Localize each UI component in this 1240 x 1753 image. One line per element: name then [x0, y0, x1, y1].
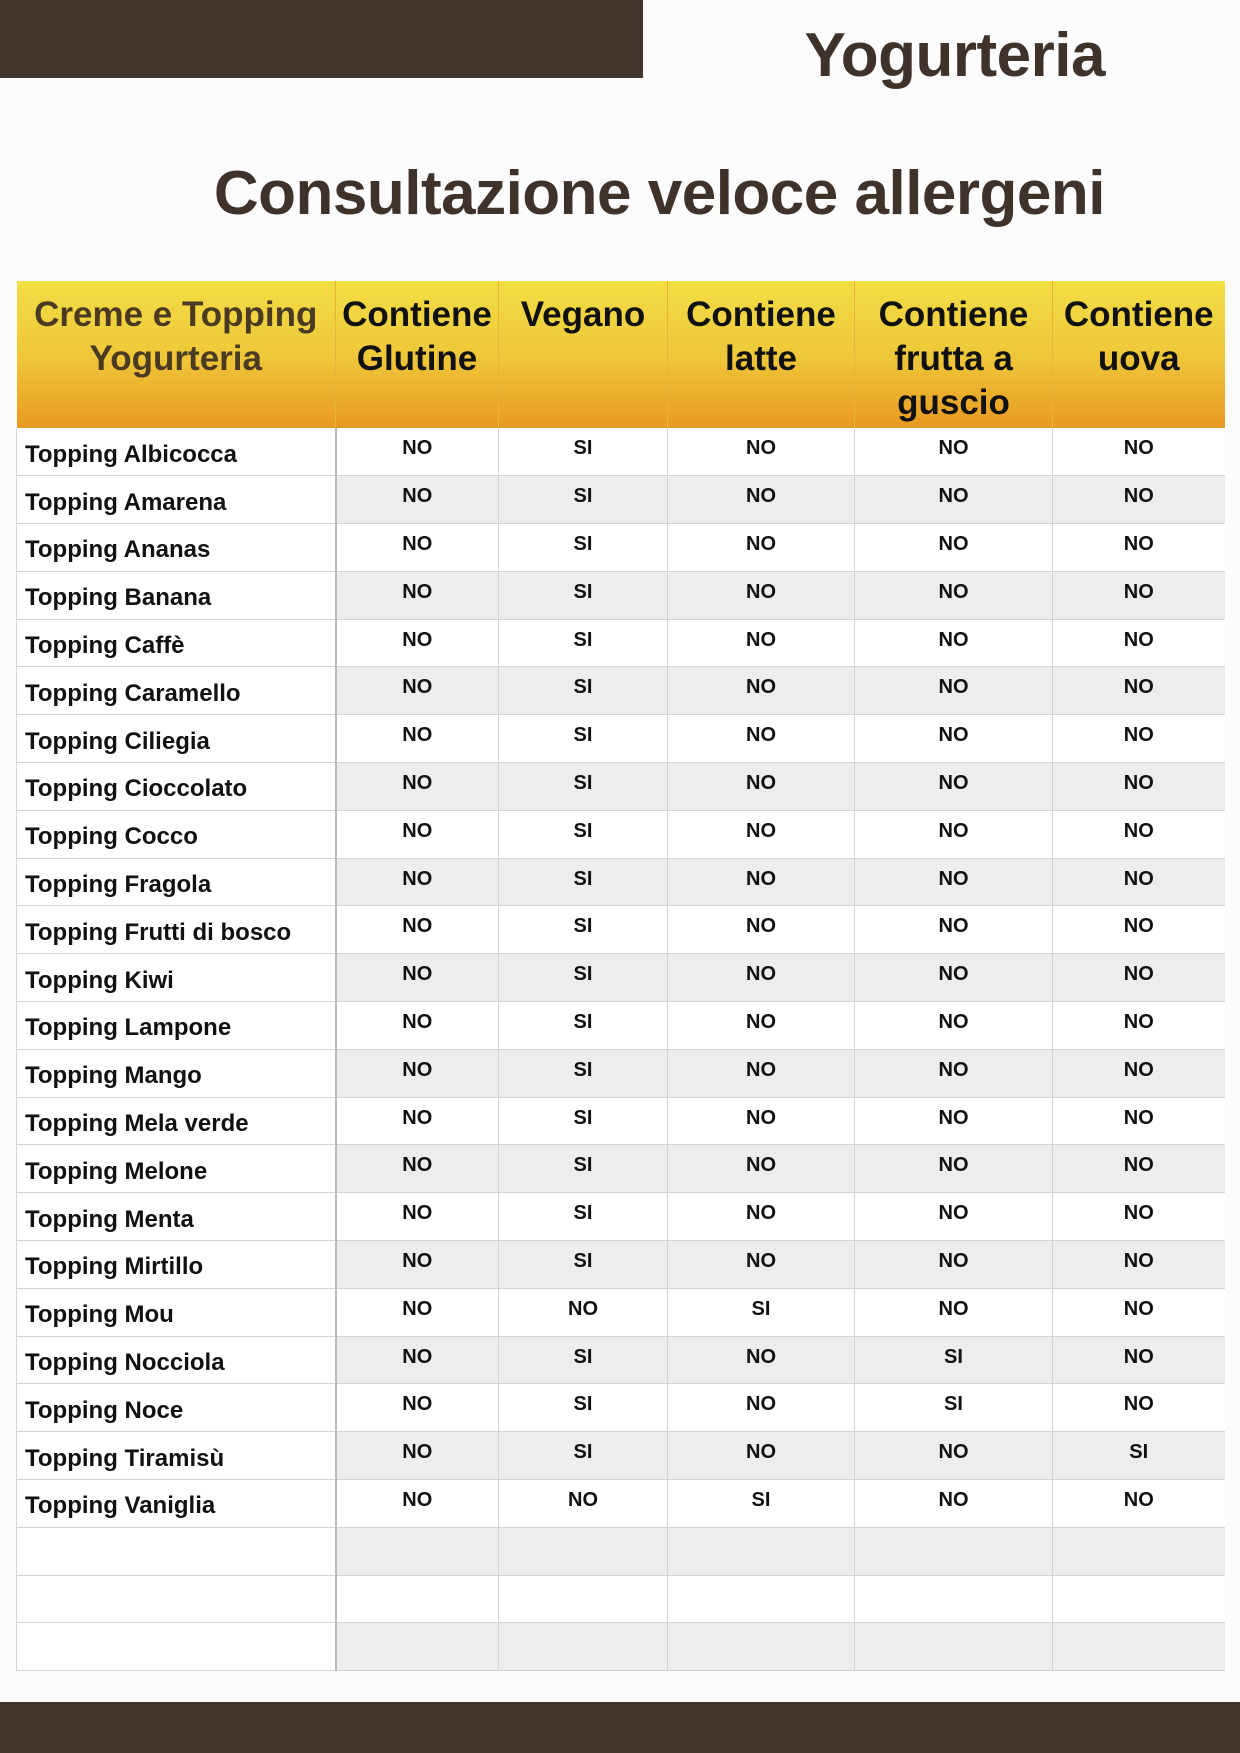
allergen-value-cell: SI — [499, 1097, 668, 1145]
table-row — [17, 715, 1225, 763]
bottom-decorative-bar — [0, 1702, 1240, 1753]
allergen-value-cell: NO — [336, 1002, 499, 1050]
allergen-value-cell: NO — [668, 954, 855, 1002]
allergen-value-cell — [1053, 1623, 1225, 1671]
table-row — [17, 1193, 1225, 1241]
product-name-cell: Topping Vaniglia — [17, 1480, 336, 1528]
allergen-value-cell: NO — [1053, 428, 1225, 476]
allergen-value-cell: NO — [336, 619, 499, 667]
allergen-value-cell — [855, 1575, 1053, 1623]
allergen-value-cell: NO — [855, 1049, 1053, 1097]
allergen-value-cell — [668, 1623, 855, 1671]
table-row — [17, 858, 1225, 906]
allergen-value-cell: NO — [336, 428, 499, 476]
allergen-value-cell: NO — [336, 1480, 499, 1528]
allergen-value-cell: NO — [1053, 1145, 1225, 1193]
allergen-value-cell: NO — [855, 1480, 1053, 1528]
allergen-value-cell: SI — [499, 1336, 668, 1384]
product-name-cell: Topping Mirtillo — [17, 1241, 336, 1289]
allergen-value-cell — [499, 1623, 668, 1671]
allergen-value-cell: NO — [668, 619, 855, 667]
product-name-cell: Topping Caffè — [17, 619, 336, 667]
table-row — [17, 1336, 1225, 1384]
product-name-cell: Topping Mango — [17, 1049, 336, 1097]
allergen-value-cell: NO — [855, 715, 1053, 763]
allergen-value-cell: SI — [499, 1002, 668, 1050]
allergen-value-cell — [1053, 1527, 1225, 1575]
allergen-value-cell: NO — [336, 1384, 499, 1432]
allergen-value-cell: NO — [1053, 1480, 1225, 1528]
product-name-cell: Topping Fragola — [17, 858, 336, 906]
table-row — [17, 619, 1225, 667]
allergen-value-cell: NO — [1053, 1241, 1225, 1289]
allergen-value-cell: NO — [336, 1049, 499, 1097]
product-name-cell: Topping Mela verde — [17, 1097, 336, 1145]
allergen-value-cell: NO — [855, 1097, 1053, 1145]
allergen-value-cell: NO — [1053, 1288, 1225, 1336]
column-header-gluten: Contiene Glutine — [336, 281, 499, 428]
allergen-value-cell: SI — [668, 1288, 855, 1336]
allergen-value-cell: NO — [668, 476, 855, 524]
product-name-cell: Topping Ciliegia — [17, 715, 336, 763]
product-name-cell: Topping Kiwi — [17, 954, 336, 1002]
allergen-value-cell: NO — [855, 619, 1053, 667]
table-row — [17, 524, 1225, 572]
product-name-cell: Topping Albicocca — [17, 428, 336, 476]
table-row — [17, 1145, 1225, 1193]
allergen-value-cell: SI — [499, 1145, 668, 1193]
product-name-cell: Topping Caramello — [17, 667, 336, 715]
allergen-value-cell: NO — [668, 571, 855, 619]
allergen-value-cell: NO — [668, 1002, 855, 1050]
table-row — [17, 667, 1225, 715]
allergen-value-cell: NO — [668, 1384, 855, 1432]
table-row — [17, 1527, 1225, 1575]
allergen-value-cell: NO — [1053, 476, 1225, 524]
allergen-value-cell: NO — [336, 1097, 499, 1145]
allergen-value-cell: NO — [855, 810, 1053, 858]
allergen-value-cell: SI — [499, 1432, 668, 1480]
product-name-cell: Topping Lampone — [17, 1002, 336, 1050]
table-row — [17, 428, 1225, 476]
brand-title: Yogurteria — [804, 21, 1105, 90]
table-row — [17, 1049, 1225, 1097]
allergen-value-cell: NO — [336, 476, 499, 524]
allergen-value-cell: NO — [855, 1288, 1053, 1336]
allergen-value-cell: NO — [336, 1241, 499, 1289]
allergen-value-cell: NO — [1053, 1384, 1225, 1432]
allergen-value-cell: SI — [855, 1336, 1053, 1384]
allergen-value-cell: NO — [855, 1432, 1053, 1480]
allergen-value-cell: NO — [855, 1145, 1053, 1193]
allergen-value-cell: SI — [499, 810, 668, 858]
product-name-cell: Topping Melone — [17, 1145, 336, 1193]
allergen-value-cell — [855, 1527, 1053, 1575]
allergen-value-cell: NO — [855, 763, 1053, 811]
allergen-value-cell: NO — [668, 667, 855, 715]
allergen-value-cell: SI — [668, 1480, 855, 1528]
allergen-value-cell: NO — [336, 1432, 499, 1480]
allergen-value-cell: SI — [499, 1241, 668, 1289]
allergen-value-cell: NO — [499, 1288, 668, 1336]
allergen-value-cell: NO — [336, 667, 499, 715]
table-row — [17, 1002, 1225, 1050]
allergen-value-cell: SI — [499, 715, 668, 763]
allergen-value-cell: NO — [336, 1145, 499, 1193]
allergen-value-cell: NO — [855, 954, 1053, 1002]
allergen-value-cell: NO — [336, 1336, 499, 1384]
allergen-value-cell: SI — [499, 619, 668, 667]
allergen-value-cell: NO — [336, 715, 499, 763]
allergen-value-cell: NO — [855, 428, 1053, 476]
allergen-value-cell: NO — [1053, 1193, 1225, 1241]
allergen-value-cell: NO — [336, 858, 499, 906]
product-name-cell — [17, 1623, 336, 1671]
allergen-value-cell: SI — [499, 763, 668, 811]
product-name-cell: Topping Tiramisù — [17, 1432, 336, 1480]
allergen-value-cell: NO — [1053, 906, 1225, 954]
product-name-cell: Topping Amarena — [17, 476, 336, 524]
allergen-value-cell: NO — [668, 906, 855, 954]
allergen-value-cell — [499, 1527, 668, 1575]
allergen-value-cell: SI — [499, 524, 668, 572]
allergen-value-cell: NO — [1053, 667, 1225, 715]
allergen-value-cell: SI — [499, 1049, 668, 1097]
table-row — [17, 1480, 1225, 1528]
allergen-value-cell: NO — [855, 858, 1053, 906]
allergen-value-cell: NO — [499, 1480, 668, 1528]
product-name-cell — [17, 1575, 336, 1623]
top-decorative-bar — [0, 0, 643, 78]
allergen-value-cell: NO — [1053, 810, 1225, 858]
allergen-value-cell: SI — [499, 1193, 668, 1241]
table-header-row — [17, 281, 1225, 428]
allergen-value-cell: NO — [1053, 619, 1225, 667]
allergen-value-cell: NO — [668, 858, 855, 906]
allergen-value-cell: NO — [336, 906, 499, 954]
allergen-value-cell: NO — [336, 1288, 499, 1336]
allergen-value-cell: NO — [336, 763, 499, 811]
allergen-value-cell: NO — [1053, 715, 1225, 763]
allergen-value-cell — [499, 1575, 668, 1623]
allergen-value-cell: SI — [499, 571, 668, 619]
allergen-value-cell: NO — [855, 524, 1053, 572]
allergen-value-cell: NO — [855, 906, 1053, 954]
allergen-value-cell — [855, 1623, 1053, 1671]
table-row — [17, 1384, 1225, 1432]
allergen-value-cell: NO — [855, 667, 1053, 715]
table-row — [17, 763, 1225, 811]
allergen-value-cell: NO — [1053, 571, 1225, 619]
column-header-eggs: Contiene uova — [1053, 281, 1225, 428]
allergen-table — [16, 281, 1225, 1671]
allergen-value-cell: NO — [668, 524, 855, 572]
allergen-value-cell: NO — [668, 1432, 855, 1480]
table-row — [17, 1288, 1225, 1336]
allergen-value-cell: SI — [499, 858, 668, 906]
table-row — [17, 1575, 1225, 1623]
allergen-value-cell: SI — [1053, 1432, 1225, 1480]
column-header-milk: Contiene latte — [668, 281, 855, 428]
product-name-cell: Topping Banana — [17, 571, 336, 619]
allergen-value-cell: NO — [1053, 1336, 1225, 1384]
allergen-value-cell: NO — [336, 571, 499, 619]
allergen-value-cell: NO — [668, 1336, 855, 1384]
allergen-value-cell: NO — [855, 1002, 1053, 1050]
allergen-value-cell — [336, 1527, 499, 1575]
allergen-value-cell — [336, 1623, 499, 1671]
column-header-product: Creme e Topping Yogurteria — [17, 281, 336, 428]
allergen-value-cell: SI — [499, 476, 668, 524]
product-name-cell: Topping Cocco — [17, 810, 336, 858]
allergen-value-cell — [668, 1575, 855, 1623]
allergen-value-cell: NO — [1053, 1049, 1225, 1097]
product-name-cell: Topping Frutti di bosco — [17, 906, 336, 954]
allergen-value-cell: NO — [855, 1241, 1053, 1289]
allergen-value-cell: NO — [336, 524, 499, 572]
product-name-cell: Topping Cioccolato — [17, 763, 336, 811]
allergen-value-cell: NO — [668, 428, 855, 476]
allergen-value-cell: NO — [855, 571, 1053, 619]
product-name-cell: Topping Menta — [17, 1193, 336, 1241]
table-row — [17, 571, 1225, 619]
column-header-nuts: Contiene frutta a guscio — [855, 281, 1053, 428]
allergen-value-cell — [336, 1575, 499, 1623]
product-name-cell: Topping Noce — [17, 1384, 336, 1432]
allergen-value-cell: NO — [855, 476, 1053, 524]
allergen-value-cell: SI — [855, 1384, 1053, 1432]
table-row — [17, 1432, 1225, 1480]
allergen-value-cell: NO — [336, 954, 499, 1002]
allergen-value-cell: SI — [499, 954, 668, 1002]
allergen-value-cell: NO — [1053, 763, 1225, 811]
table-row — [17, 1241, 1225, 1289]
column-header-vegan: Vegano — [499, 281, 668, 428]
allergen-value-cell: NO — [1053, 954, 1225, 1002]
table-row — [17, 954, 1225, 1002]
allergen-value-cell: NO — [668, 1049, 855, 1097]
page-title: Consultazione veloce allergeni — [213, 159, 1105, 228]
allergen-value-cell — [668, 1527, 855, 1575]
table-row — [17, 476, 1225, 524]
allergen-value-cell: SI — [499, 428, 668, 476]
allergen-value-cell: NO — [336, 810, 499, 858]
table-row — [17, 810, 1225, 858]
allergen-value-cell: NO — [668, 810, 855, 858]
allergen-value-cell: SI — [499, 1384, 668, 1432]
allergen-value-cell: SI — [499, 906, 668, 954]
table-row — [17, 906, 1225, 954]
product-name-cell: Topping Ananas — [17, 524, 336, 572]
allergen-value-cell: NO — [1053, 858, 1225, 906]
allergen-value-cell: NO — [668, 1241, 855, 1289]
allergen-value-cell: NO — [855, 1193, 1053, 1241]
allergen-value-cell: NO — [668, 1097, 855, 1145]
product-name-cell: Topping Nocciola — [17, 1336, 336, 1384]
allergen-value-cell — [1053, 1575, 1225, 1623]
allergen-value-cell: NO — [668, 1193, 855, 1241]
allergen-value-cell: NO — [1053, 524, 1225, 572]
allergen-value-cell: NO — [668, 1145, 855, 1193]
allergen-value-cell: NO — [1053, 1002, 1225, 1050]
allergen-value-cell: NO — [668, 763, 855, 811]
table-row — [17, 1097, 1225, 1145]
allergen-value-cell: SI — [499, 667, 668, 715]
product-name-cell: Topping Mou — [17, 1288, 336, 1336]
table-row — [17, 1623, 1225, 1671]
product-name-cell — [17, 1527, 336, 1575]
allergen-value-cell: NO — [336, 1193, 499, 1241]
allergen-value-cell: NO — [668, 715, 855, 763]
allergen-value-cell: NO — [1053, 1097, 1225, 1145]
